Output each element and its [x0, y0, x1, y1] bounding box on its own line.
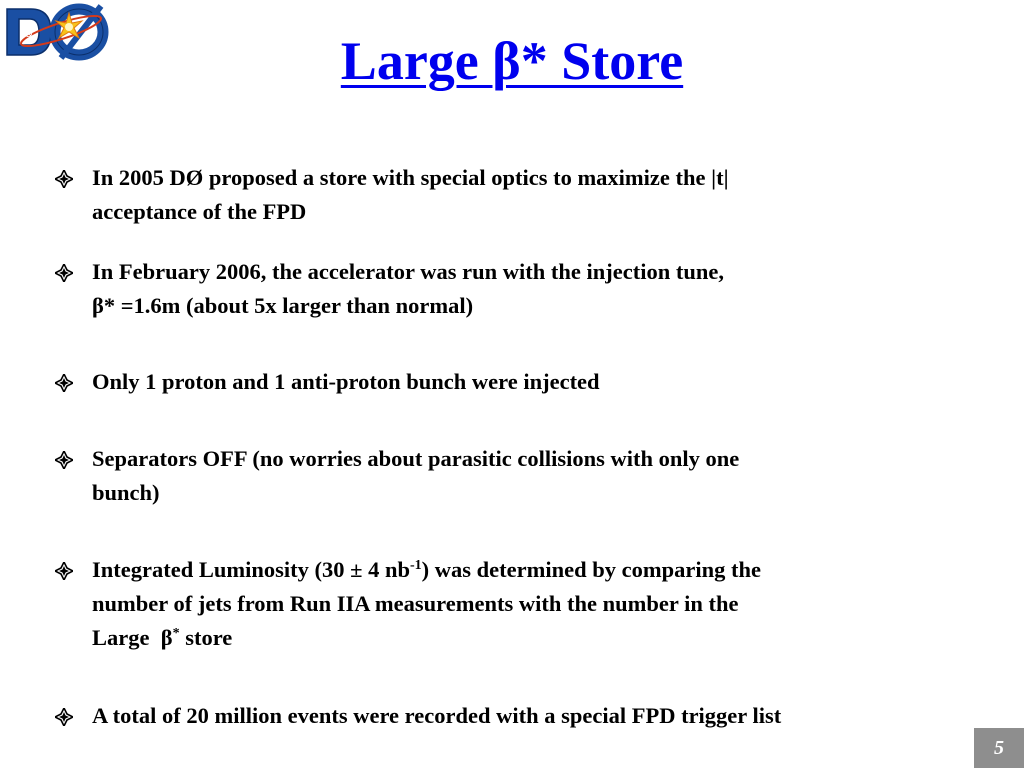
diamond-bullet-icon	[55, 374, 73, 392]
superscript: *	[172, 626, 180, 641]
bullet-text	[92, 699, 985, 733]
bullet-line: In 2005 DØ proposed a store with special optics to maximize the |t|	[92, 165, 729, 190]
page-number: 5	[974, 728, 1024, 768]
bullet-text	[92, 365, 945, 399]
bullet-line	[92, 557, 761, 582]
superscript: -1	[410, 558, 422, 573]
bullet-text	[92, 161, 945, 229]
bullet-text-part: ) was determined by comparing the	[421, 557, 762, 582]
svg-text:&: &	[25, 29, 33, 40]
bullet-item	[55, 553, 945, 655]
bullet-text-part: Large β	[92, 625, 173, 650]
diamond-bullet-icon	[55, 264, 73, 282]
bullet-line: number of jets from Run IIA measurements with the number in the	[92, 591, 739, 616]
bullet-text-part: store	[179, 625, 233, 650]
bullet-text	[92, 553, 945, 655]
bullet-item	[55, 255, 945, 323]
slide-title: Large β* Store	[340, 31, 684, 91]
diamond-bullet-icon	[55, 562, 73, 580]
bullet-line: acceptance of the FPD	[92, 199, 307, 224]
diamond-bullet-icon	[55, 451, 73, 469]
bullet-item	[55, 699, 985, 733]
bullet-text	[92, 442, 945, 510]
diamond-bullet-icon	[55, 708, 73, 726]
bullet-item	[55, 442, 945, 510]
bullet-line: In February 2006, the accelerator was run with the injection tune,	[92, 259, 725, 284]
bullet-line: β* =1.6m (about 5x larger than normal)	[92, 293, 474, 318]
bullet-item	[55, 161, 945, 229]
bullet-line: Only 1 proton and 1 anti-proton bunch were injected	[92, 369, 600, 394]
bullet-line: bunch)	[92, 480, 160, 505]
diamond-bullet-icon	[55, 170, 73, 188]
bullet-text-part: Integrated Luminosity (30 ± 4 nb	[92, 557, 410, 582]
bullet-line	[92, 625, 232, 650]
bullet-item	[55, 365, 945, 399]
bullet-text	[92, 255, 945, 323]
bullet-line: Separators OFF (no worries about parasitic collisions with only one	[92, 446, 740, 471]
bullet-line: A total of 20 million events were recorded with a special FPD trigger list	[92, 703, 782, 728]
